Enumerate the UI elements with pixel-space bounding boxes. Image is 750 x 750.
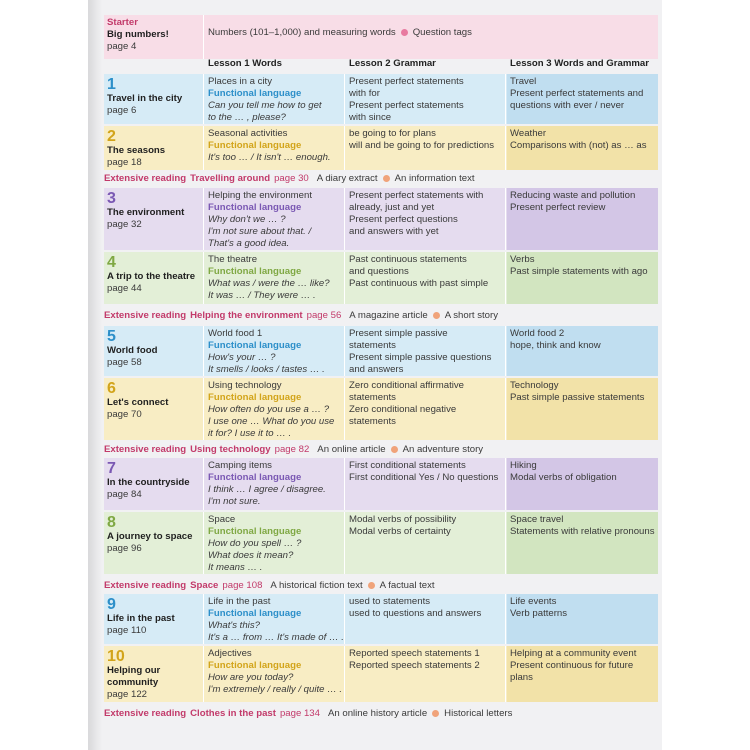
unit-page: page 44 bbox=[107, 283, 142, 294]
words-item: Seasonal activities bbox=[208, 128, 288, 139]
lesson2-grammar-cell bbox=[346, 326, 506, 376]
unit-number: 4 bbox=[107, 254, 116, 271]
unit-row bbox=[104, 378, 658, 440]
functional-language-label: Functional language bbox=[208, 660, 302, 671]
lesson2-grammar-cell bbox=[346, 74, 506, 124]
lesson1-words-cell bbox=[205, 74, 345, 124]
unit-number: 10 bbox=[107, 648, 125, 665]
unit-title-cell bbox=[104, 74, 204, 124]
functional-language-label: Functional language bbox=[208, 340, 302, 351]
lesson3-words-grammar-cell bbox=[507, 252, 658, 304]
unit-title-cell bbox=[104, 458, 204, 510]
bullet-dot-icon bbox=[391, 446, 398, 453]
lesson2-grammar-cell bbox=[346, 512, 506, 574]
words-grammar-item: Modal verbs of obligation bbox=[510, 472, 617, 483]
starter-title: Big numbers! bbox=[107, 29, 169, 40]
unit-title-cell bbox=[104, 378, 204, 440]
lesson3-words-grammar-cell bbox=[507, 594, 658, 644]
extensive-reading-row bbox=[104, 308, 658, 324]
grammar-item: statements bbox=[349, 392, 396, 403]
functional-language-label: Functional language bbox=[208, 88, 302, 99]
words-grammar-item: Present perfect review bbox=[510, 202, 606, 213]
functional-phrase: It means … . bbox=[208, 562, 263, 573]
lesson3-words-grammar-cell bbox=[507, 378, 658, 440]
lesson1-words-cell bbox=[205, 646, 345, 702]
extensive-reading-label: Extensive reading bbox=[104, 580, 187, 591]
functional-phrase: It smells / looks / tastes … . bbox=[208, 364, 325, 375]
header-lesson1: Lesson 1 Words bbox=[208, 58, 282, 69]
words-grammar-item: Reducing waste and pollution bbox=[510, 190, 636, 201]
lesson2-grammar-cell bbox=[346, 646, 506, 702]
words-item: Space bbox=[208, 514, 236, 525]
lesson1-words-cell bbox=[205, 326, 345, 376]
extensive-reading-page: page 56 bbox=[306, 310, 342, 321]
functional-phrase: I'm not sure. bbox=[208, 496, 261, 507]
grammar-item: Reported speech statements 2 bbox=[349, 660, 480, 671]
words-grammar-item: Statements with relative pronouns bbox=[510, 526, 655, 537]
words-item: Using technology bbox=[208, 380, 282, 391]
functional-phrase: What's this? bbox=[208, 620, 260, 631]
extensive-reading-text-b: An information text bbox=[394, 173, 475, 184]
extensive-reading-row bbox=[104, 442, 658, 458]
extensive-reading-page: page 82 bbox=[274, 444, 310, 455]
words-grammar-item: plans bbox=[510, 672, 533, 683]
functional-language-label: Functional language bbox=[208, 392, 302, 403]
header-lesson2: Lesson 2 Grammar bbox=[349, 58, 436, 69]
lesson3-words-grammar-cell bbox=[507, 326, 658, 376]
starter-page: page 4 bbox=[107, 41, 137, 52]
functional-phrase: How are you today? bbox=[208, 672, 294, 683]
unit-page: page 58 bbox=[107, 357, 142, 368]
grammar-item: already, just and yet bbox=[349, 202, 435, 213]
lesson1-words-cell bbox=[205, 512, 345, 574]
lesson2-grammar-cell bbox=[346, 126, 506, 170]
words-grammar-item: Verb patterns bbox=[510, 608, 568, 619]
column-headers bbox=[104, 56, 658, 72]
unit-title: World food bbox=[107, 345, 158, 356]
extensive-reading-page: page 108 bbox=[222, 580, 263, 591]
unit-number: 2 bbox=[107, 128, 116, 145]
words-grammar-item: Helping at a community event bbox=[510, 648, 637, 659]
functional-phrase: I'm extremely / really / quite … . bbox=[208, 684, 343, 695]
extensive-reading-row bbox=[104, 171, 658, 187]
functional-phrase: to the … , please? bbox=[208, 112, 286, 123]
words-grammar-item: Comparisons with (not) as … as bbox=[510, 140, 647, 151]
words-item: Life in the past bbox=[208, 596, 271, 607]
extensive-reading-label: Extensive reading bbox=[104, 310, 187, 321]
lesson3-words-grammar-cell bbox=[507, 646, 658, 702]
unit-title: The environment bbox=[107, 207, 185, 218]
grammar-item: Zero conditional affirmative bbox=[349, 380, 465, 391]
starter-text-b: Question tags bbox=[412, 27, 472, 38]
extensive-reading-text-a: An online history article bbox=[327, 708, 428, 719]
words-grammar-item: Past simple passive statements bbox=[510, 392, 645, 403]
starter-text-a: Numbers (101–1,000) and measuring words bbox=[208, 27, 396, 38]
functional-language-label: Functional language bbox=[208, 472, 302, 483]
extensive-reading-topic: Space bbox=[190, 580, 219, 591]
grammar-item: Past continuous statements bbox=[349, 254, 467, 265]
unit-row bbox=[104, 594, 658, 644]
words-item: World food 1 bbox=[208, 328, 263, 339]
starter-content bbox=[205, 15, 658, 59]
words-item: The theatre bbox=[208, 254, 258, 265]
words-grammar-item: Technology bbox=[510, 380, 559, 391]
grammar-item: and answers bbox=[349, 364, 404, 375]
unit-page: page 6 bbox=[107, 105, 137, 116]
unit-title-cell bbox=[104, 646, 204, 702]
words-grammar-item: Travel bbox=[510, 76, 537, 87]
extensive-reading-text-a: A historical fiction text bbox=[270, 580, 363, 591]
unit-row bbox=[104, 126, 658, 170]
words-grammar-item: questions with ever / never bbox=[510, 100, 625, 111]
extensive-reading-text-a: An online article bbox=[317, 444, 386, 455]
functional-language-label: Functional language bbox=[208, 140, 302, 151]
unit-number: 6 bbox=[107, 380, 116, 397]
words-grammar-item: hope, think and know bbox=[510, 340, 601, 351]
unit-row bbox=[104, 252, 658, 304]
extensive-reading-row bbox=[104, 578, 658, 594]
page-gutter-shadow bbox=[88, 0, 102, 750]
lesson2-grammar-cell bbox=[346, 594, 506, 644]
words-grammar-item: Present continuous for future bbox=[510, 660, 634, 671]
unit-title: The seasons bbox=[107, 145, 166, 156]
unit-number: 9 bbox=[107, 596, 116, 613]
unit-number: 5 bbox=[107, 328, 116, 345]
grammar-item: Zero conditional negative bbox=[349, 404, 457, 415]
lesson3-words-grammar-cell bbox=[507, 458, 658, 510]
unit-page: page 18 bbox=[107, 157, 142, 168]
grammar-item: will and be going to for predictions bbox=[349, 140, 495, 151]
words-grammar-item: Hiking bbox=[510, 460, 537, 471]
extensive-reading-label: Extensive reading bbox=[104, 173, 187, 184]
extensive-reading-text-a: A diary extract bbox=[316, 173, 378, 184]
unit-title: A trip to the theatre bbox=[107, 271, 196, 282]
unit-row bbox=[104, 458, 658, 510]
unit-title: Let's connect bbox=[107, 397, 169, 408]
words-grammar-item: Past simple statements with ago bbox=[510, 266, 648, 277]
header-lesson3: Lesson 3 Words and Grammar bbox=[510, 58, 649, 69]
bullet-dot-icon bbox=[433, 312, 440, 319]
lesson1-words-cell bbox=[205, 252, 345, 304]
extensive-reading-topic: Using technology bbox=[190, 444, 271, 455]
lesson1-words-cell bbox=[205, 378, 345, 440]
bullet-dot-icon bbox=[401, 29, 408, 36]
starter-label: Starter bbox=[107, 17, 138, 28]
functional-phrase: Why don't we … ? bbox=[208, 214, 286, 225]
words-item: Camping items bbox=[208, 460, 272, 471]
grammar-item: First conditional statements bbox=[349, 460, 466, 471]
functional-phrase: It's too … / It isn't … enough. bbox=[208, 152, 331, 163]
unit-title: Travel in the city bbox=[107, 93, 183, 104]
grammar-item: used to questions and answers bbox=[349, 608, 482, 619]
grammar-item: Reported speech statements 1 bbox=[349, 648, 480, 659]
extensive-reading-text-b: A short story bbox=[444, 310, 499, 321]
unit-row bbox=[104, 74, 658, 124]
words-item: Helping the environment bbox=[208, 190, 312, 201]
extensive-reading-label: Extensive reading bbox=[104, 708, 187, 719]
grammar-item: statements bbox=[349, 340, 396, 351]
grammar-item: Present simple passive bbox=[349, 328, 448, 339]
functional-phrase: I use one … What do you use bbox=[208, 416, 335, 427]
functional-phrase: I think … I agree / disagree. bbox=[208, 484, 326, 495]
grammar-item: Present perfect questions bbox=[349, 214, 458, 225]
functional-phrase: I'm not sure about that. / bbox=[208, 226, 312, 237]
functional-phrase: How do you spell … ? bbox=[208, 538, 302, 549]
starter-row bbox=[104, 15, 658, 59]
extensive-reading-topic: Travelling around bbox=[190, 173, 271, 184]
lesson3-words-grammar-cell bbox=[507, 188, 658, 250]
unit-number: 3 bbox=[107, 190, 116, 207]
lesson1-words-cell bbox=[205, 458, 345, 510]
extensive-reading-label: Extensive reading bbox=[104, 444, 187, 455]
starter-cell bbox=[104, 15, 204, 59]
unit-title: In the countryside bbox=[107, 477, 190, 488]
functional-phrase: Can you tell me how to get bbox=[208, 100, 322, 111]
grammar-item: First conditional Yes / No questions bbox=[349, 472, 499, 483]
functional-phrase: How often do you use a … ? bbox=[208, 404, 330, 415]
grammar-item: and answers with yet bbox=[349, 226, 439, 237]
functional-phrase: What does it mean? bbox=[208, 550, 294, 561]
lesson3-words-grammar-cell bbox=[507, 126, 658, 170]
extensive-reading-page: page 30 bbox=[274, 173, 309, 184]
grammar-item: statements bbox=[349, 416, 396, 427]
unit-title: Helping our community bbox=[107, 665, 161, 688]
lesson1-words-cell bbox=[205, 188, 345, 250]
extensive-reading-topic: Helping the environment bbox=[190, 310, 303, 321]
grammar-item: and questions bbox=[349, 266, 409, 277]
lesson3-words-grammar-cell bbox=[507, 74, 658, 124]
functional-phrase: That's a good idea. bbox=[208, 238, 290, 249]
grammar-item: Present simple passive questions bbox=[349, 352, 492, 363]
unit-row bbox=[104, 646, 658, 702]
functional-phrase: it for? I use it to … . bbox=[208, 428, 292, 439]
grammar-item: be going to for plans bbox=[349, 128, 436, 139]
words-grammar-item: Life events bbox=[510, 596, 557, 607]
words-grammar-item: Weather bbox=[510, 128, 547, 139]
unit-page: page 110 bbox=[107, 625, 147, 636]
extensive-reading-text-b: A factual text bbox=[379, 580, 435, 591]
lesson1-words-cell bbox=[205, 126, 345, 170]
unit-page: page 32 bbox=[107, 219, 142, 230]
lesson3-words-grammar-cell bbox=[507, 512, 658, 574]
lesson2-grammar-cell bbox=[346, 252, 506, 304]
extensive-reading-text-b: An adventure story bbox=[402, 444, 484, 455]
unit-row bbox=[104, 512, 658, 574]
grammar-item: Present perfect statements bbox=[349, 100, 464, 111]
functional-language-label: Functional language bbox=[208, 608, 302, 619]
extensive-reading-text-b: Historical letters bbox=[444, 708, 513, 719]
unit-title-cell bbox=[104, 594, 204, 644]
extensive-reading-text-a: A magazine article bbox=[349, 310, 428, 321]
extensive-reading-row bbox=[104, 706, 658, 722]
unit-page: page 122 bbox=[107, 689, 148, 700]
lesson2-grammar-cell bbox=[346, 458, 506, 510]
grammar-item: with for bbox=[349, 88, 380, 99]
words-grammar-item: Space travel bbox=[510, 514, 564, 525]
unit-number: 7 bbox=[107, 460, 116, 477]
unit-number: 1 bbox=[107, 76, 116, 93]
functional-language-label: Functional language bbox=[208, 526, 302, 537]
grammar-item: Present perfect statements with bbox=[349, 190, 484, 201]
unit-page: page 96 bbox=[107, 543, 142, 554]
unit-title-cell bbox=[104, 326, 204, 376]
unit-number: 8 bbox=[107, 514, 116, 531]
functional-phrase: What was / were the … like? bbox=[208, 278, 330, 289]
unit-page: page 70 bbox=[107, 409, 142, 420]
words-grammar-item: Present perfect statements and bbox=[510, 88, 644, 99]
unit-title-cell bbox=[104, 512, 204, 574]
grammar-item: Past continuous with past simple bbox=[349, 278, 489, 289]
lesson1-words-cell bbox=[205, 594, 345, 644]
words-grammar-item: World food 2 bbox=[510, 328, 565, 339]
bullet-dot-icon bbox=[432, 710, 439, 717]
unit-title: Life in the past bbox=[107, 613, 175, 624]
unit-row bbox=[104, 326, 658, 376]
unit-page: page 84 bbox=[107, 489, 142, 500]
unit-title-cell bbox=[104, 126, 204, 170]
unit-row bbox=[104, 188, 658, 250]
functional-language-label: Functional language bbox=[208, 266, 302, 277]
grammar-item: used to statements bbox=[349, 596, 431, 607]
extensive-reading-page: page 134 bbox=[279, 708, 320, 719]
functional-phrase: It's a … from … It's made of … . bbox=[208, 632, 344, 643]
bullet-dot-icon bbox=[368, 582, 375, 589]
unit-title-cell bbox=[104, 188, 204, 250]
functional-phrase: How's your … ? bbox=[208, 352, 276, 363]
words-item: Places in a city bbox=[208, 76, 272, 87]
grammar-item: Present perfect statements bbox=[349, 76, 464, 87]
grammar-item: Modal verbs of certainty bbox=[349, 526, 451, 537]
grammar-item: Modal verbs of possibility bbox=[349, 514, 457, 525]
lesson2-grammar-cell bbox=[346, 188, 506, 250]
bullet-dot-icon bbox=[383, 175, 390, 182]
unit-title: A journey to space bbox=[107, 531, 193, 542]
unit-title-cell bbox=[104, 252, 204, 304]
extensive-reading-topic: Clothes in the past bbox=[190, 708, 276, 719]
words-grammar-item: Verbs bbox=[510, 254, 535, 265]
functional-phrase: It was … / They were … . bbox=[208, 290, 316, 301]
grammar-item: with since bbox=[349, 112, 392, 123]
words-item: Adjectives bbox=[208, 648, 252, 659]
lesson2-grammar-cell bbox=[346, 378, 506, 440]
functional-language-label: Functional language bbox=[208, 202, 302, 213]
